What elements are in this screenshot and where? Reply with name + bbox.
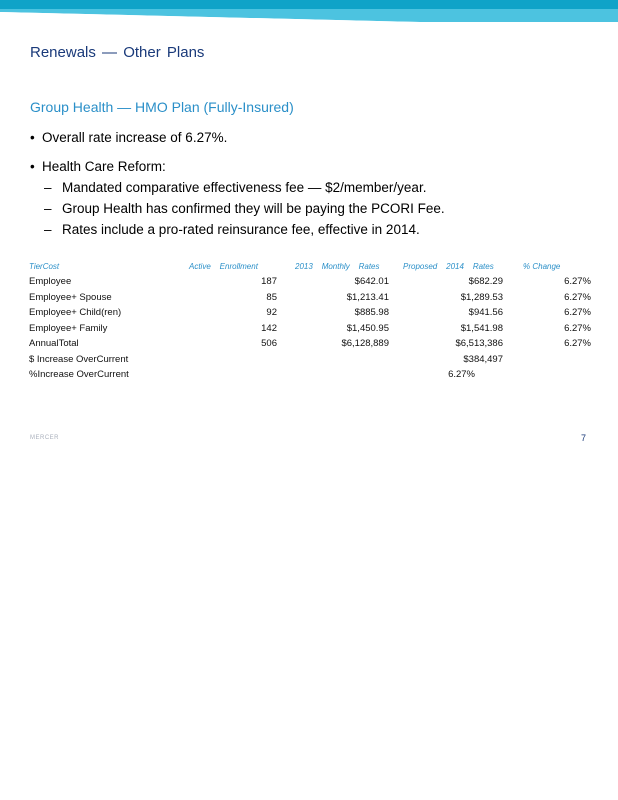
sub-bullet-item: – Mandated comparative effectiveness fee — $2/member/year. <box>30 177 600 198</box>
tier-cell: AnnualTotal <box>29 338 79 350</box>
tier-cell: Employee <box>29 276 72 288</box>
proposed-rate-cell: $1,541.98 <box>460 322 503 334</box>
enrollment-cell: 142 <box>261 322 277 334</box>
sub-bullet-item: – Group Health has confirmed they will be paying the PCORI Fee. <box>30 198 600 219</box>
increase-dollar-value: $384,497 <box>463 353 503 365</box>
tier-cell: Employee+ Child(ren) <box>29 307 122 319</box>
change-cell: 6.27% <box>564 276 591 288</box>
current-rate-cell: $885.98 <box>354 307 389 319</box>
change-cell: 6.27% <box>564 307 591 319</box>
proposed-rate-cell: $682.29 <box>468 276 503 288</box>
increase-pct-label: %Increase OverCurrent <box>29 369 129 381</box>
current-rate-cell: $1,450.95 <box>346 322 389 334</box>
table-row-total <box>29 336 591 352</box>
current-rate-cell: $1,213.41 <box>346 291 389 303</box>
table-row-increase-pct <box>29 367 591 383</box>
tier-cell: Employee+ Family <box>29 322 108 334</box>
mercer-logo: MERCER <box>30 435 60 441</box>
bullet-item: • Overall rate increase of 6.27%. <box>30 128 600 148</box>
table-row <box>29 290 591 306</box>
bullet-item: • Health Care Reform: <box>30 157 600 177</box>
change-cell: 6.27% <box>564 291 591 303</box>
col-header-enrollment: Active Enrollment <box>189 261 258 271</box>
proposed-rate-cell: $6,513,386 <box>455 338 503 350</box>
proposed-rate-cell: $1,289.53 <box>460 291 503 303</box>
col-header-change: % Change <box>523 261 561 271</box>
table-row <box>29 274 591 290</box>
change-cell: 6.27% <box>564 338 591 350</box>
enrollment-cell: 506 <box>261 338 277 350</box>
enrollment-cell: 92 <box>266 307 277 319</box>
tier-cell: Employee+ Spouse <box>29 291 112 303</box>
top-accent-band <box>0 0 618 22</box>
table-row-increase-dollar <box>29 352 591 368</box>
bullet-list <box>30 128 600 240</box>
table-row <box>29 321 591 337</box>
increase-dollar-label: $ Increase OverCurrent <box>29 353 129 365</box>
table-header-row <box>29 258 591 274</box>
change-cell: 6.27% <box>564 322 591 334</box>
current-rate-cell: $642.01 <box>354 276 389 288</box>
col-header-proposed-rates: Proposed 2014 Rates <box>403 261 494 271</box>
page-number: 7 <box>580 433 586 443</box>
page-title: Renewals — Other Plans <box>30 44 205 61</box>
table-row <box>29 305 591 321</box>
enrollment-cell: 187 <box>261 276 277 288</box>
rates-table <box>29 258 591 383</box>
col-header-tier: TierCost <box>29 261 60 271</box>
section-title: Group Health — HMO Plan (Fully-Insured) <box>30 99 294 115</box>
increase-pct-value: 6.27% <box>448 369 475 381</box>
col-header-current-rates: 2013 Monthly Rates <box>295 261 380 271</box>
proposed-rate-cell: $941.56 <box>468 307 503 319</box>
sub-bullet-item: – Rates include a pro-rated reinsurance fee, effective in 2014. <box>30 219 600 240</box>
current-rate-cell: $6,128,889 <box>341 338 389 350</box>
enrollment-cell: 85 <box>266 291 277 303</box>
